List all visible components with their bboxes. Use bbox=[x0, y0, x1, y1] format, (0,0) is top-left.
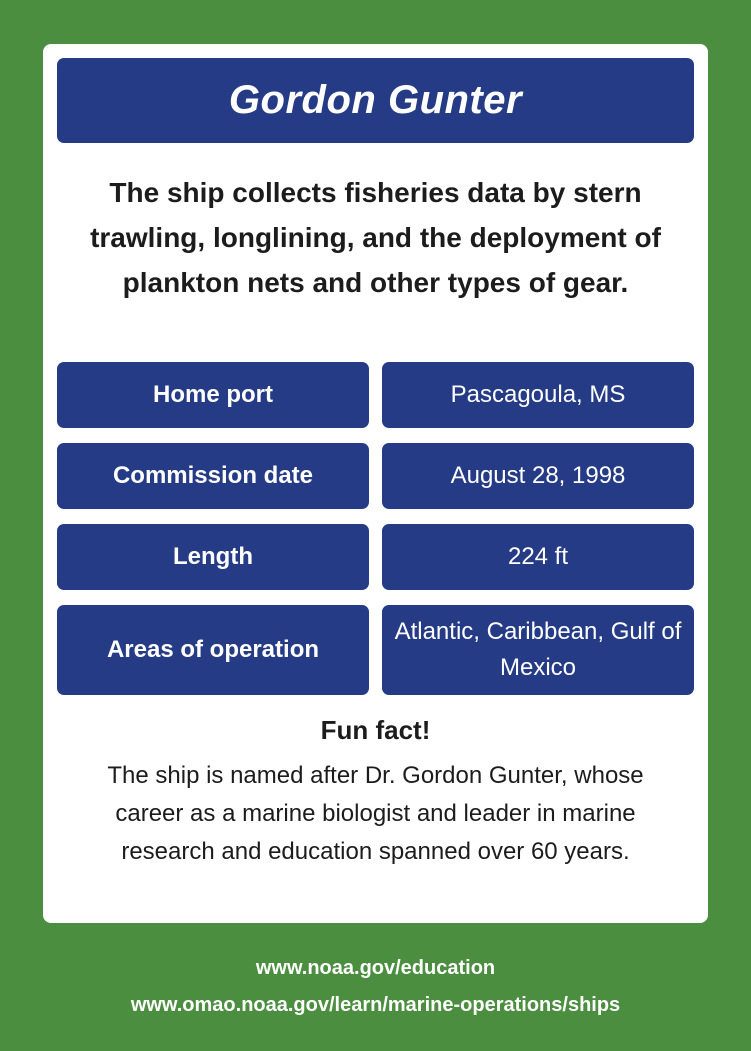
fact-label-areas: Areas of operation bbox=[57, 605, 369, 695]
link-omao-ships[interactable]: www.omao.noaa.gov/learn/marine-operations/ships bbox=[130, 994, 621, 1016]
fact-row-length bbox=[57, 524, 694, 590]
fact-value-home-port: Pascagoula, MS bbox=[382, 362, 694, 428]
fun-fact-text: The ship is named after Dr. Gordon Gunter, whose career as a marine biologist and leader in marine research and education spanned over 60 years. bbox=[107, 762, 644, 865]
fact-label-commission-date: Commission date bbox=[57, 443, 369, 509]
fact-row-home-port bbox=[57, 362, 694, 428]
ship-name: Gordon Gunter bbox=[228, 78, 523, 122]
fact-label-home-port: Home port bbox=[57, 362, 369, 428]
fact-value-areas: Atlantic, Caribbean, Gulf of Mexico bbox=[382, 605, 694, 695]
fact-grid bbox=[57, 362, 694, 710]
fact-label-length: Length bbox=[57, 524, 369, 590]
link-noaa-education[interactable]: www.noaa.gov/education bbox=[255, 957, 496, 979]
title-bar bbox=[57, 58, 694, 143]
footer-links bbox=[0, 950, 751, 1024]
fact-value-commission-date: August 28, 1998 bbox=[382, 443, 694, 509]
fact-value-length: 224 ft bbox=[382, 524, 694, 590]
fun-fact-heading: Fun fact! bbox=[320, 715, 431, 745]
fact-row-commission-date bbox=[57, 443, 694, 509]
ship-card bbox=[43, 44, 708, 923]
fact-row-areas bbox=[57, 605, 694, 695]
ship-description: The ship collects fisheries data by stern trawling, longlining, and the deployment of plankton nets and other types of gear. bbox=[90, 177, 661, 298]
